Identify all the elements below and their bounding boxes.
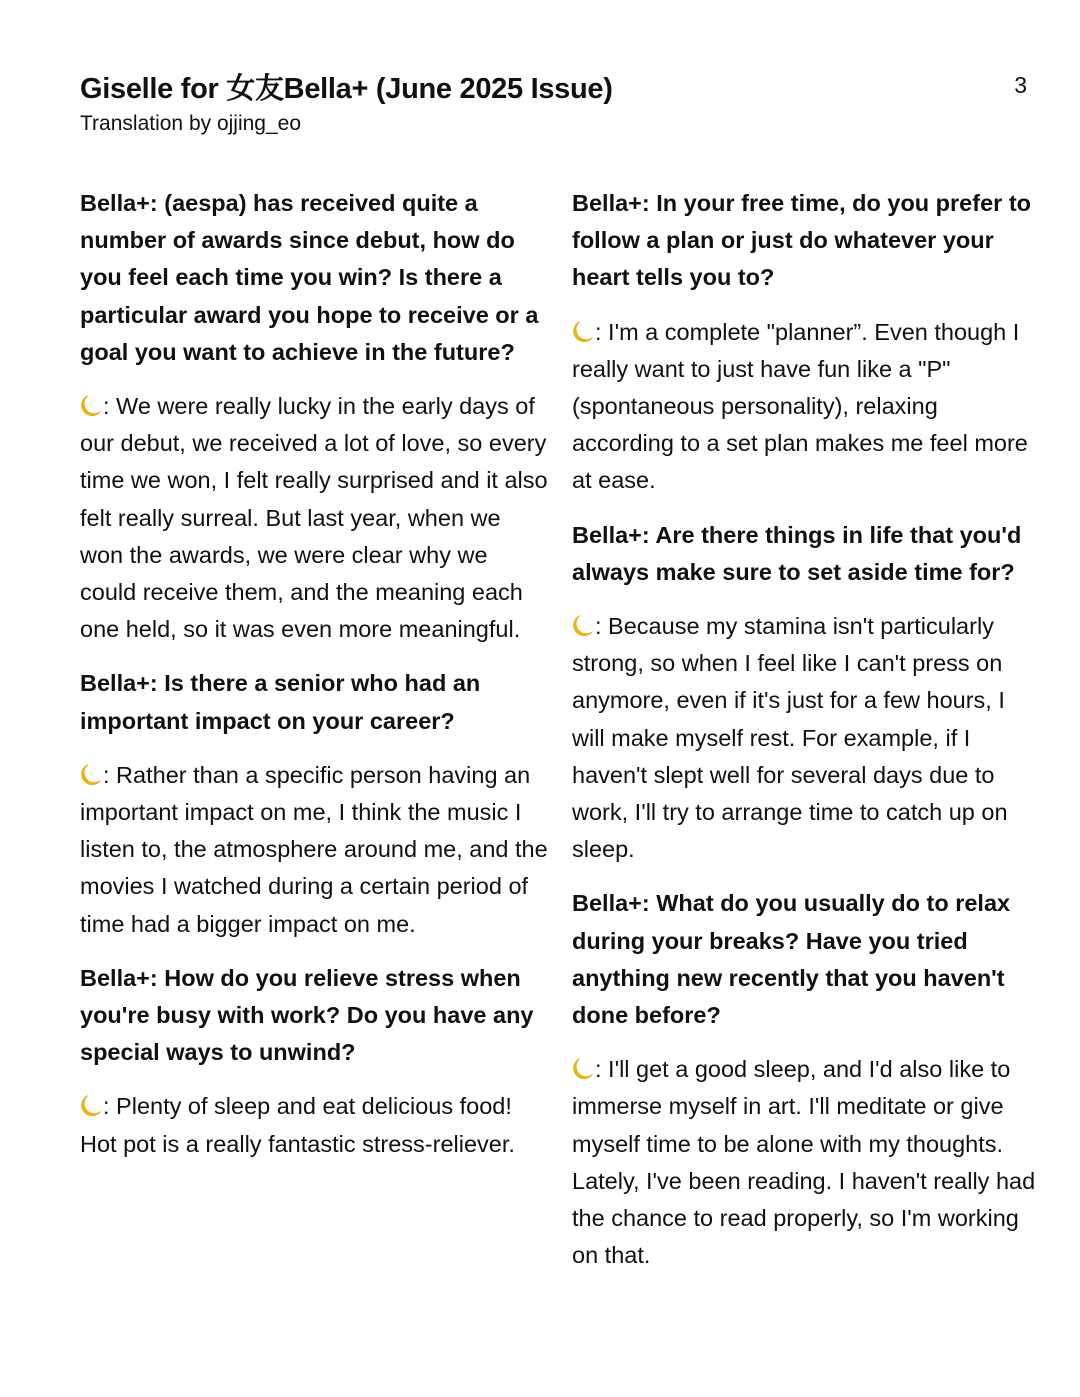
crescent-moon-icon bbox=[80, 1094, 102, 1118]
right-column bbox=[572, 185, 1042, 1291]
answer-text: : Rather than a specific person having an important impact on me, I think the music I listen to, the atmosphere around me, and the movies I watched during a certain period of time had a bigger impact on me. bbox=[80, 761, 548, 937]
crescent-moon-icon bbox=[80, 763, 102, 787]
answer-text: : I'm a complete "planner”. Even though I really want to just have fun like a "P" (spontaneous personality), relaxing according to a set plan makes me feel more at ease. bbox=[572, 318, 1028, 494]
interview-question: Bella+: (aespa) has received quite a number of awards since debut, how do you feel each time you win? Is there a particular award you hope to receive or a goal you want to achieve in the future? bbox=[80, 190, 539, 365]
page-number: 3 bbox=[1014, 72, 1027, 98]
qa-block bbox=[572, 885, 1042, 1274]
crescent-moon-icon bbox=[572, 614, 594, 638]
interview-question: Bella+: What do you usually do to relax during your breaks? Have you tried anything new recently that you haven't done before? bbox=[572, 890, 1011, 1029]
left-column bbox=[80, 185, 550, 1180]
translator-credit: Translation by ojjing_eo bbox=[80, 112, 302, 135]
qa-block bbox=[572, 185, 1042, 500]
qa-block bbox=[572, 517, 1042, 869]
qa-block bbox=[80, 960, 550, 1163]
answer-text: : Because my stamina isn't particularly strong, so when I feel like I can't press on anymore, even if it's just for a few hours, I will make myself rest. For example, if I haven't slept well for several days due to work, I'll try to arrange time to catch up on sleep. bbox=[572, 613, 1008, 863]
interview-question: Bella+: In your free time, do you prefer to follow a plan or just do whatever your heart tells you to? bbox=[572, 190, 1031, 291]
interview-question: Bella+: Is there a senior who had an important impact on your career? bbox=[80, 670, 481, 734]
answer-text: : Plenty of sleep and eat delicious food! Hot pot is a really fantastic stress-reliever. bbox=[80, 1093, 515, 1157]
interview-answer bbox=[80, 757, 550, 943]
crescent-moon-icon bbox=[572, 1057, 594, 1081]
interview-answer bbox=[572, 314, 1042, 500]
crescent-moon-icon bbox=[572, 320, 594, 344]
qa-block bbox=[80, 665, 550, 942]
interview-question: Bella+: Are there things in life that you'd always make sure to set aside time for? bbox=[572, 521, 1022, 585]
interview-answer bbox=[572, 608, 1042, 868]
interview-answer bbox=[80, 1088, 550, 1162]
answer-text: : We were really lucky in the early days of our debut, we received a lot of love, so every time we won, I felt really surprised and it also felt really surreal. But last year, when we won the awards, we were clear why we could receive them, and the meaning each one held, so it was even more meaningful. bbox=[80, 393, 548, 643]
crescent-moon-icon bbox=[80, 394, 102, 418]
interview-answer bbox=[572, 1051, 1042, 1274]
page-title: Giselle for 女友Bella+ (June 2025 Issue) bbox=[80, 73, 613, 105]
interview-answer bbox=[80, 388, 550, 648]
answer-text: : I'll get a good sleep, and I'd also like to immerse myself in art. I'll meditate or give myself time to be alone with my thoughts. Lately, I've been reading. I haven't really had the chance to read properly, so I'm working on that. bbox=[572, 1056, 1036, 1269]
qa-block bbox=[80, 185, 550, 648]
interview-question: Bella+: How do you relieve stress when you're busy with work? Do you have any special ways to unwind? bbox=[80, 964, 534, 1066]
